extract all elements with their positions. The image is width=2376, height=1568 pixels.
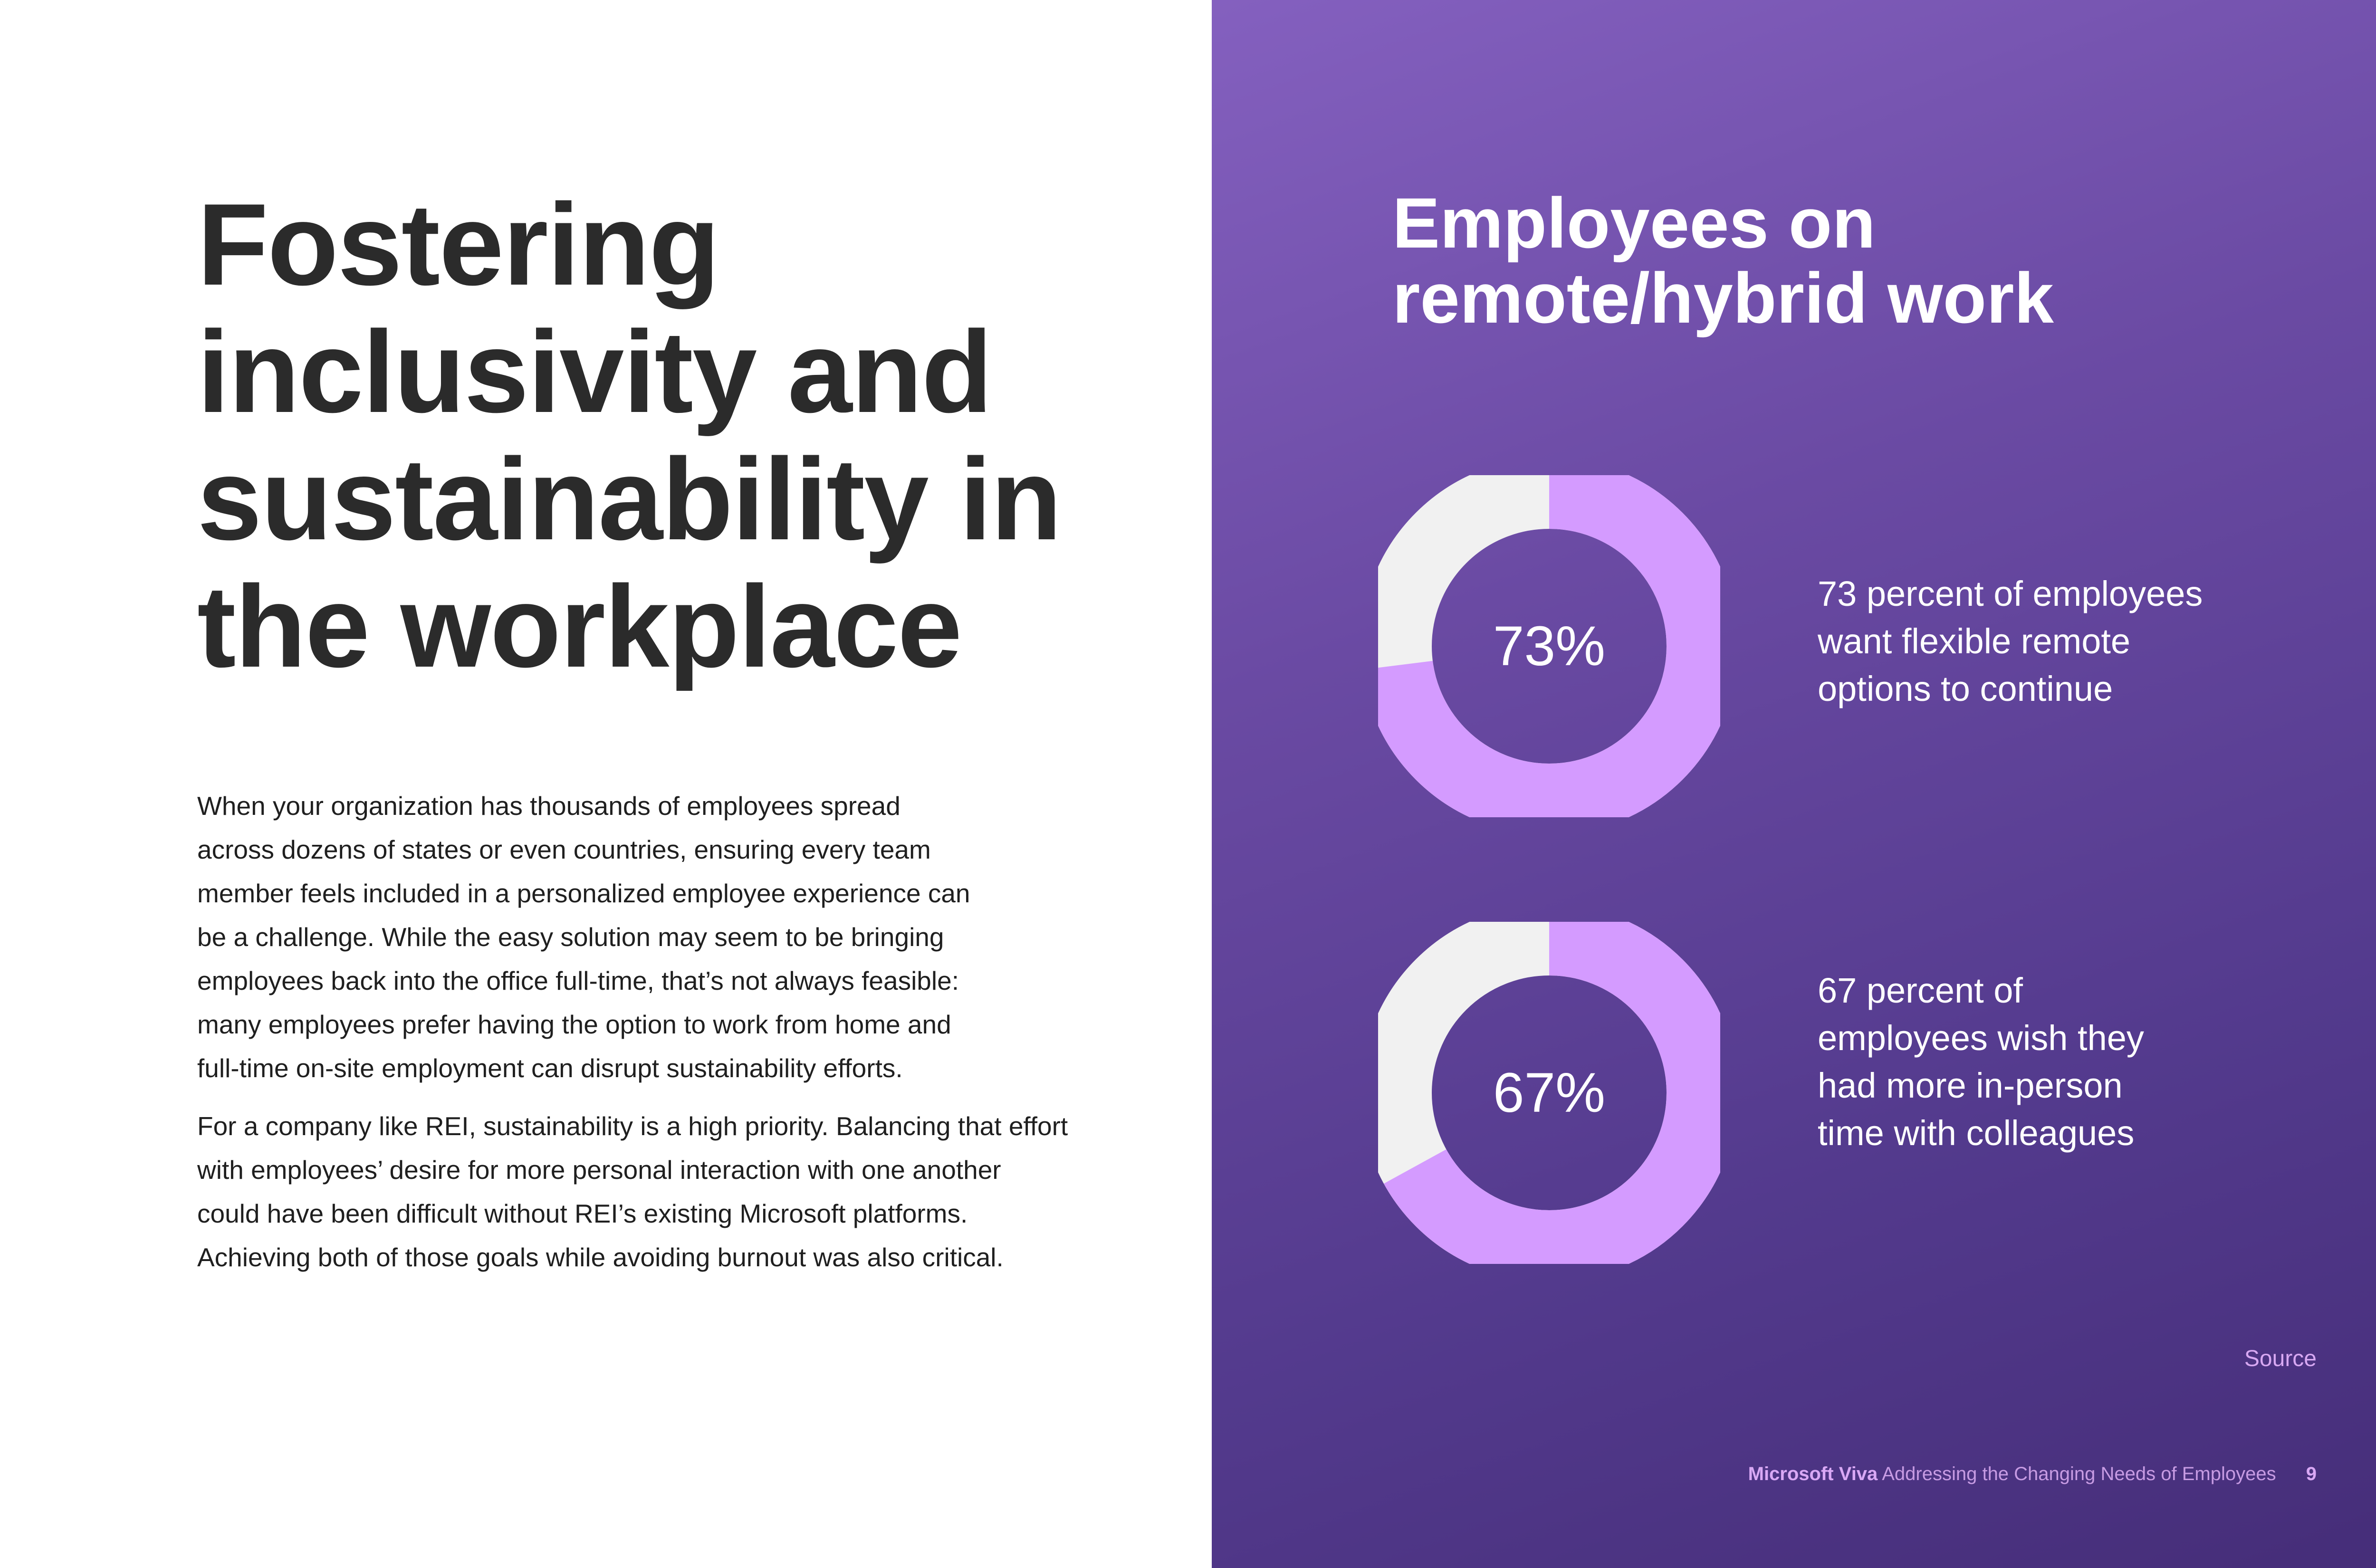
stat-description <box>1818 570 2317 713</box>
stat-line: 73 percent of employees <box>1818 574 2203 613</box>
body-line: could have been difficult without REI’s existing Microsoft platforms. <box>197 1199 968 1228</box>
body-line: across dozens of states or even countries, ensuring every team <box>197 835 931 864</box>
panel-title-line: Employees on <box>1392 183 1876 263</box>
page-number: 9 <box>2306 1463 2317 1484</box>
body-line: For a company like REI, sustainability is a high priority. Balancing that effort <box>197 1111 1068 1141</box>
stat-line: time with colleagues <box>1818 1113 2135 1153</box>
stat-line: had more in-person <box>1818 1066 2123 1105</box>
stats-panel <box>1212 0 2376 1568</box>
body-copy <box>197 784 1148 1293</box>
stat-line: employees wish they <box>1818 1018 2144 1058</box>
body-line: with employees’ desire for more personal interaction with one another <box>197 1155 1001 1185</box>
stat-remote-options <box>1378 475 2328 817</box>
stat-line: 67 percent of <box>1818 971 2023 1010</box>
body-paragraph-1 <box>197 784 1148 1090</box>
body-line: be a challenge. While the easy solution may seem to be bringing <box>197 922 944 952</box>
body-line: When your organization has thousands of employees spread <box>197 791 901 821</box>
footer-brand: Microsoft Viva <box>1748 1463 1878 1484</box>
headline-line: Fostering <box>197 179 719 309</box>
headline-line: the workplace <box>197 561 961 691</box>
panel-title <box>1392 183 2295 338</box>
page-headline <box>197 181 1171 690</box>
donut-value-label: 67% <box>1493 1061 1606 1124</box>
stat-line: options to continue <box>1818 669 2113 708</box>
stat-description <box>1818 967 2317 1157</box>
panel-title-line: remote/hybrid work <box>1392 258 2054 338</box>
footer-doc-title: Addressing the Changing Needs of Employees <box>1882 1463 2276 1484</box>
body-paragraph-2 <box>197 1104 1148 1279</box>
stat-line: want flexible remote <box>1818 621 2131 661</box>
stat-in-person-time <box>1378 922 2328 1264</box>
headline-line: inclusivity and <box>197 306 992 437</box>
body-line: many employees prefer having the option to work from home and <box>197 1010 951 1039</box>
body-line: Achieving both of those goals while avoiding burnout was also critical. <box>197 1243 1004 1272</box>
body-line: full-time on-site employment can disrupt sustainability efforts. <box>197 1053 903 1083</box>
page-footer <box>1748 1463 2317 1485</box>
donut-value-label: 73% <box>1493 615 1606 678</box>
body-line: member feels included in a personalized employee experience can <box>197 879 970 908</box>
source-link[interactable]: Source <box>2244 1346 2317 1371</box>
body-line: employees back into the office full-time, that’s not always feasible: <box>197 966 959 995</box>
headline-line: sustainability in <box>197 434 1061 564</box>
